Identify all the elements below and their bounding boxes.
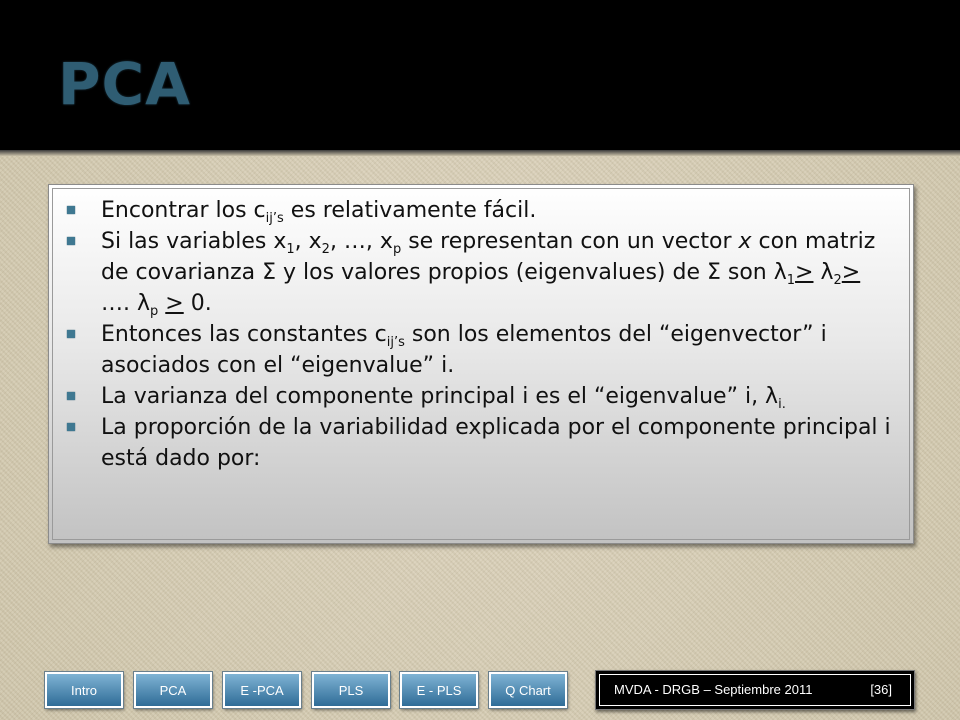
bullet-text: , …, x [329,229,393,254]
title-divider [0,150,960,156]
nav-button-q-chart[interactable]: Q Chart [489,672,567,708]
bullet-item [101,319,893,381]
bullet-item [101,412,893,474]
nav-button-e-pca[interactable]: E -PCA [223,672,301,708]
bullet-subscript: ij’s [386,335,405,350]
bullet-subscript: 2 [833,273,842,288]
bullet-subscript: i. [778,397,786,412]
bullet-text: 0. [183,291,212,316]
footer-box [595,670,915,710]
page-number: [36] [870,682,892,697]
slide-title: PCA [58,50,191,118]
bullet-subscript: p [150,304,159,319]
bullet-text: son los elementos del “eigenvector” i asociados con el “eigenvalue” i. [101,322,827,378]
bullet-text: > [841,260,861,285]
bullet-subscript: 2 [321,242,330,257]
bullet-text: La varianza del componente principal i es el “eigenvalue” i, λ [101,384,779,409]
bullet-item [101,226,893,319]
content-box [48,184,914,544]
bullet-text: se representan con un vector [401,229,739,254]
bullet-square-icon [67,330,75,338]
bullet-text: λ [813,260,834,285]
bullet-text: > [795,260,814,285]
bullet-item [101,195,893,226]
bullet-text: Si las variables x [101,229,287,254]
bullet-text: es relativamente fácil. [283,198,537,223]
bullet-text: > [165,291,184,316]
bullet-square-icon [67,206,75,214]
bullet-subscript: 1 [286,242,295,257]
bullet-square-icon [67,423,75,431]
bullet-text: La proporción de la variabilidad explicada por el componente principal i está dado por: [101,415,891,471]
bullet-subscript: ij’s [265,211,284,226]
bullet-text: …. λ [101,291,151,316]
bullet-square-icon [67,392,75,400]
bullet-text: Encontrar los c [101,198,266,223]
nav-button-e-pls[interactable]: E - PLS [400,672,478,708]
bullet-text: x [738,229,752,254]
nav-button-pls[interactable]: PLS [312,672,390,708]
bullet-subscript: p [392,242,402,257]
bullet-text: con matriz de covarianza Σ y los valores propios (eigenvalues) de Σ son λ [101,229,876,285]
nav-button-pca[interactable]: PCA [134,672,212,708]
nav-button-intro[interactable]: Intro [45,672,123,708]
footer-text: MVDA - DRGB – Septiembre 2011 [614,682,813,697]
bullet-square-icon [67,237,75,245]
bullet-text: , x [294,229,322,254]
bullet-item [101,381,893,412]
bullet-list [49,185,913,474]
bullet-subscript: 1 [786,273,796,288]
bullet-text: Entonces las constantes c [101,322,387,347]
